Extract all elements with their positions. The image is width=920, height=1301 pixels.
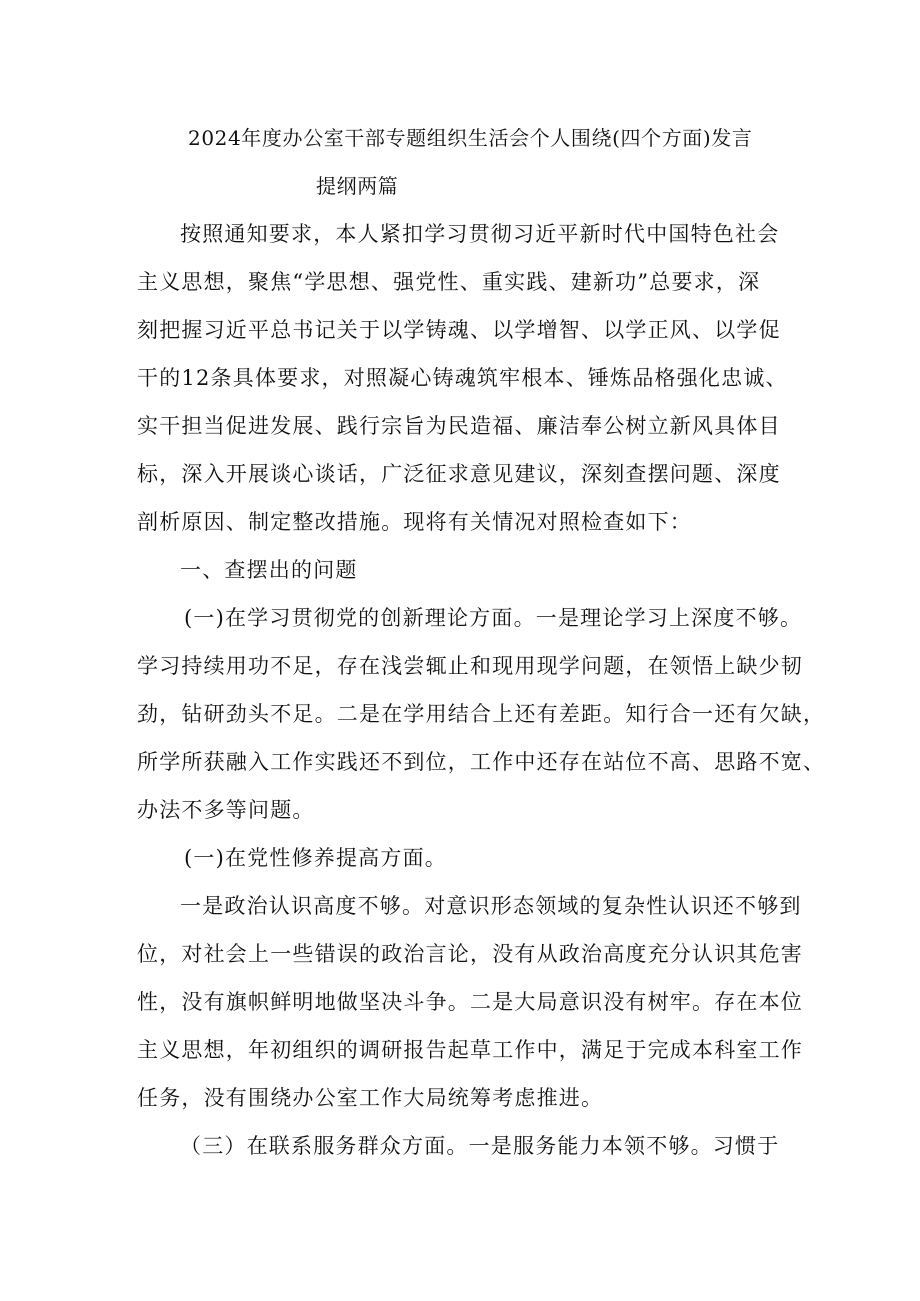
document-title-line-2: 提纲两篇 [316,174,399,198]
text-line: 性，没有旗帜鲜明地做坚决斗争。二是大局意识没有树牢。存在本位 [137,990,803,1014]
text-line: （三）在联系服务群众方面。一是服务能力本领不够。习惯于 [180,1134,780,1158]
text-line: (一)在学习贯彻党的创新理论方面。一是理论学习上深度不够。 [184,606,803,630]
text-line: 一是政治认识高度不够。对意识形态领域的复杂性认识还不够到 [180,894,802,918]
text-line: 任务，没有围绕办公室工作大局统筹考虑推进。 [137,1086,604,1110]
text-line: 主义思想，年初组织的调研报告起草工作中，满足于完成本科室工作 [137,1038,803,1062]
text-line: 标，深入开展谈心谈话，广泛征求意见建议，深刻查摆问题、深度 [137,462,781,486]
text-line: 学习持续用功不足，存在浅尝辄止和现用现学问题，在领悟上缺少韧 [137,654,803,678]
text-line: 实干担当促进发展、践行宗旨为民造福、廉洁奉公树立新风具体目 [137,414,781,438]
text-line: 按照通知要求，本人紧扣学习贯彻习近平新时代中国特色社会 [180,222,780,246]
text-line: 所学所获融入工作实践还不到位，工作中还存在站位不高、思路不宽、 [137,750,826,774]
section-heading: 一、查摆出的问题 [180,558,358,582]
text-line: 主义思想，聚焦“学思想、强党性、重实践、建新功”总要求，深 [137,270,761,294]
text-line: 干的12条具体要求，对照凝心铸魂筑牢根本、锤炼品格强化忠诚、 [137,366,788,390]
text-line: 办法不多等问题。 [137,798,315,822]
document-title-line-1: 2024年度办公室干部专题组织生活会个人围绕(四个方面)发言 [188,126,753,150]
text-line: 劲，钻研劲头不足。二是在学用结合上还有差距。知行合一还有欠缺， [137,702,826,726]
text-line: 剖析原因、制定整改措施。现将有关情况对照检查如下： [137,510,692,534]
item-2-heading: (一)在党性修养提高方面。 [184,846,447,870]
text-line: 位，对社会上一些错误的政治言论，没有从政治高度充分认识其危害 [137,942,803,966]
text-line: 刻把握习近平总书记关于以学铸魂、以学增智、以学正风、以学促 [137,318,781,342]
